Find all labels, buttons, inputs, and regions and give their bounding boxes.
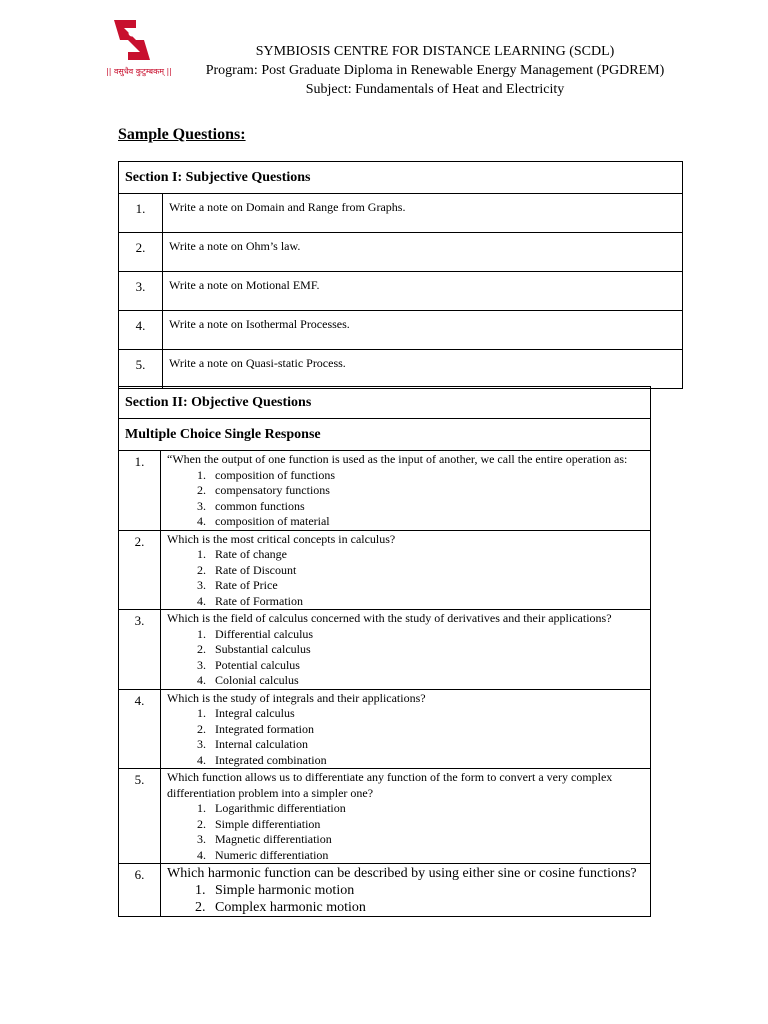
options-list [167, 706, 646, 768]
table-row [119, 350, 683, 389]
table-row [119, 451, 651, 531]
option: 2. Rate of Discount [209, 563, 646, 579]
question-number: 2. [119, 233, 163, 272]
question-number: 1. [119, 451, 161, 531]
question-text: Which is the most critical concepts in calculus? [167, 531, 396, 546]
options-list [167, 801, 646, 863]
logo-caption: || वसुधैव कुटुम्बकम् || [106, 67, 172, 76]
option: 2. compensatory functions [209, 483, 646, 499]
table-row [119, 311, 683, 350]
question-text: Write a note on Ohm’s law. [163, 233, 683, 272]
section-2-title: Section II: Objective Questions [119, 387, 651, 419]
question-text: Which harmonic function can be described by using either sine or cosine functions? [167, 866, 637, 881]
question-text: Write a note on Motional EMF. [163, 272, 683, 311]
options-list [167, 882, 646, 916]
option: 1. Integral calculus [209, 706, 646, 722]
question-text: Which is the field of calculus concerned with the study of derivatives and their applications? [167, 611, 612, 625]
option: 2. Complex harmonic motion [209, 899, 646, 916]
table-row [119, 530, 651, 610]
question-cell [161, 864, 651, 917]
question-text: Which function allows us to differentiate any function of the form to convert a very complex differentiation problem into a simpler one? [167, 770, 613, 800]
option: 1. Simple harmonic motion [209, 882, 646, 899]
option: 3. Potential calculus [209, 658, 646, 674]
section-1-title: Section I: Subjective Questions [119, 162, 683, 194]
question-number: 4. [119, 311, 163, 350]
question-number: 3. [119, 610, 161, 690]
option: 4. Numeric differentiation [209, 848, 646, 864]
option: 2. Integrated formation [209, 722, 646, 738]
option: 4. Colonial calculus [209, 673, 646, 689]
institution-name: SYMBIOSIS CENTRE FOR DISTANCE LEARNING (SCDL) [255, 44, 615, 59]
option: 3. Magnetic differentiation [209, 832, 646, 848]
table-row [119, 610, 651, 690]
subject-name: Subject: Fundamentals of Heat and Electricity [305, 82, 565, 97]
options-list [167, 627, 646, 689]
option: 4. composition of material [209, 514, 646, 530]
section-2-table [118, 386, 651, 917]
question-text: “When the output of one function is used as the input of another, we call the entire operation as: [167, 452, 628, 466]
question-text: Write a note on Isothermal Processes. [163, 311, 683, 350]
option: 4. Integrated combination [209, 753, 646, 769]
table-row [119, 233, 683, 272]
table-row [119, 864, 651, 917]
sample-questions-title: Sample Questions: [118, 126, 246, 143]
question-cell [161, 769, 651, 864]
logo-emblem-icon [112, 18, 152, 62]
question-cell [161, 689, 651, 769]
section-2-subtitle: Multiple Choice Single Response [119, 419, 651, 451]
question-cell [161, 451, 651, 531]
option: 2. Simple differentiation [209, 817, 646, 833]
option: 3. Rate of Price [209, 578, 646, 594]
question-number: 3. [119, 272, 163, 311]
table-row [119, 272, 683, 311]
question-number: 2. [119, 530, 161, 610]
question-text: Write a note on Quasi-static Process. [163, 350, 683, 389]
option: 3. Internal calculation [209, 737, 646, 753]
options-list [167, 547, 646, 609]
table-row [119, 689, 651, 769]
question-text: Which is the study of integrals and their applications? [167, 690, 426, 705]
question-cell [161, 530, 651, 610]
option: 1. Differential calculus [209, 627, 646, 643]
option: 1. Rate of change [209, 547, 646, 563]
option: 3. common functions [209, 499, 646, 515]
option: 2. Substantial calculus [209, 642, 646, 658]
document-header [150, 42, 720, 99]
question-number: 1. [119, 194, 163, 233]
question-number: 4. [119, 689, 161, 769]
option: 1. Logarithmic differentiation [209, 801, 646, 817]
options-list [167, 468, 646, 530]
question-number: 6. [119, 864, 161, 917]
table-row [119, 194, 683, 233]
question-number: 5. [119, 350, 163, 389]
section-1-table [118, 161, 683, 389]
question-text: Write a note on Domain and Range from Graphs. [163, 194, 683, 233]
program-name: Program: Post Graduate Diploma in Renewable Energy Management (PGDREM) [205, 63, 665, 78]
option: 1. composition of functions [209, 468, 646, 484]
option: 4. Rate of Formation [209, 594, 646, 610]
question-cell [161, 610, 651, 690]
question-number: 5. [119, 769, 161, 864]
table-row [119, 769, 651, 864]
